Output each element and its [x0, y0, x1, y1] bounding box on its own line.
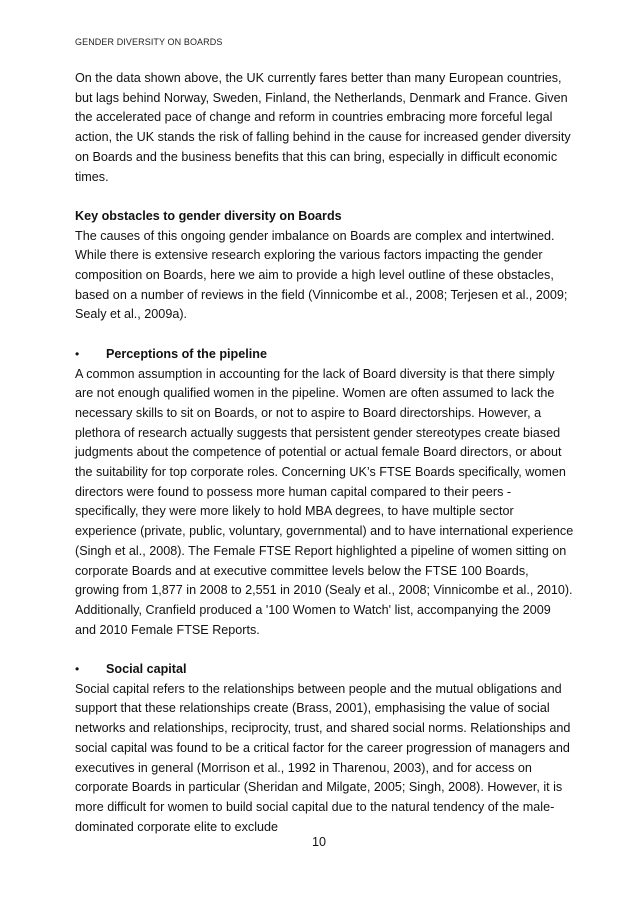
- document-body: [75, 69, 575, 837]
- paragraph-spacer: [75, 325, 575, 345]
- obstacles-paragraph: The causes of this ongoing gender imbalance on Boards are complex and intertwined. While there is extensive research exploring the various factors impacting the gender composition on Boards, here we aim to provide a high level outline of these obstacles, based on a number of reviews in the field (Vinnicombe et al., 2008; Terjesen et al., 2009; Sealy et al., 2009a).: [75, 228, 568, 322]
- bullet-heading-label: Perceptions of the pipeline: [106, 346, 267, 361]
- bullet-heading-label: Social capital: [106, 662, 187, 677]
- bullet-heading-pipeline: [75, 345, 575, 365]
- page-number: 10: [311, 835, 326, 849]
- running-header: GENDER DIVERSITY ON BOARDS: [75, 37, 223, 47]
- paragraph-spacer: [75, 187, 575, 207]
- bullet-heading-social-capital: [75, 660, 575, 680]
- paragraph-spacer: [75, 640, 575, 660]
- bullet-icon: •: [75, 662, 80, 677]
- intro-paragraph: On the data shown above, the UK currently fares better than many European countries, but lags behind Norway, Sweden, Finland, the Netherlands, Denmark and France. Given the accelerated pace of change and reform in countries embracing more forceful legal action, the UK stands the risk of falling behind in the cause for increased gender diversity on Boards and the business benefits that this can bring, especially in difficult economic times.: [75, 71, 571, 184]
- section-heading-obstacles: Key obstacles to gender diversity on Boards: [75, 208, 342, 223]
- social-capital-paragraph: Social capital refers to the relationships between people and the mutual obligations and support that these relationships create (Brass, 2001), emphasising the value of social networks and relationships, reciprocity, trust, and shared social norms. Relationships and social capital was found to be a critical factor for the career progression of managers and executives in general (Morrison et al., 1992 in Tharenou, 2003), and for access on corporate Boards in particular (Sheridan and Milgate, 2005; Singh, 2008). However, it is more difficult for women to build social capital due to the natural tendency of the male-dominated corporate elite to exclude: [75, 681, 571, 834]
- bullet-icon: •: [75, 346, 80, 361]
- pipeline-paragraph: A common assumption in accounting for the lack of Board diversity is that there simply are not enough qualified women in the pipeline. Women are often assumed to lack the necessary skills to sit on Boards, or not to aspire to Board directorships. However, a plethora of research actually suggests that persistent gender stereotypes create biased judgments about the competence of potential or actual female Board directors, or about the suitability for top corporate roles. Concerning UK’s FTSE Boards specifically, women directors were found to possess more human capital compared to their peers - specifically, they were more likely to hold MBA degrees, to have multiple sector experience (private, public, voluntary, governmental) and to have international experience (Singh et al., 2008). The Female FTSE Report highlighted a pipeline of women sitting on corporate Boards and at executive committee levels below the FTSE 100 Boards, growing from 1,877 in 2008 to 2,551 in 2010 (Sealy et al., 2008; Vinnicombe et al., 2010). Additionally, Cranfield produced a '100 Women to Watch' list, accompanying the 2009 and 2010 Female FTSE Reports.: [75, 366, 574, 637]
